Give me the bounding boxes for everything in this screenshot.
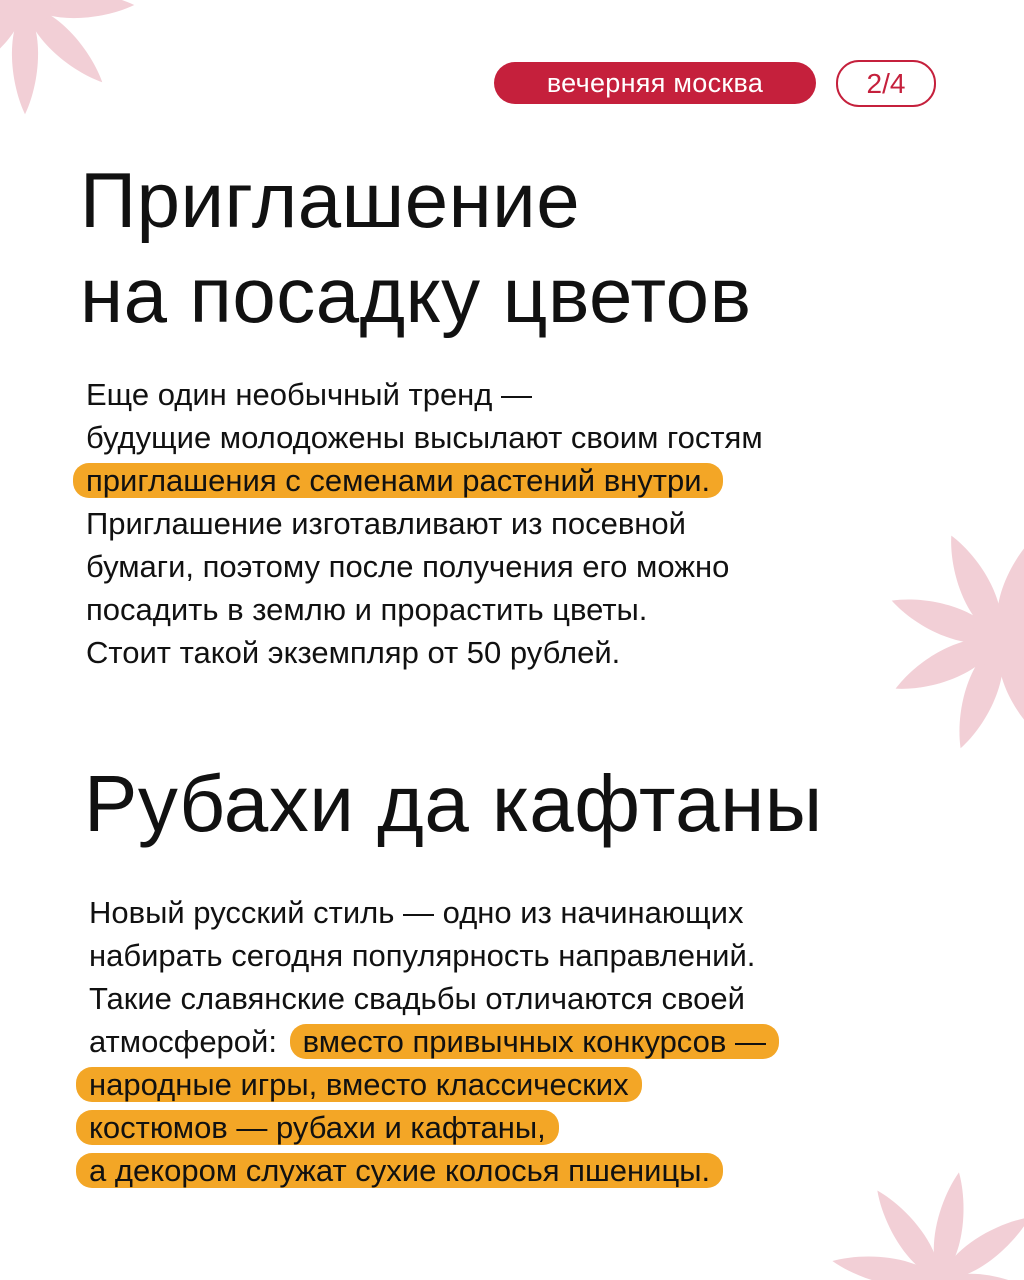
highlight-mark: а декором служат сухие колосья пшеницы. xyxy=(76,1153,723,1188)
highlight-mark: народные игры, вместо классических xyxy=(76,1067,642,1102)
body-line-highlighted xyxy=(89,1149,779,1192)
body-line: Еще один необычный тренд — xyxy=(86,377,533,412)
highlight-mark: вместо привычных конкурсов — xyxy=(290,1024,779,1059)
page-counter: 2/4 xyxy=(836,60,936,107)
title-line: Приглашение xyxy=(80,156,581,244)
body-line-highlighted xyxy=(89,1106,779,1149)
section-title-invitation xyxy=(80,153,752,343)
body-line-mixed xyxy=(89,1020,779,1063)
pink-flower-icon xyxy=(880,520,1024,760)
body-line-highlighted xyxy=(89,1063,779,1106)
body-line: посадить в землю и прорастить цветы. xyxy=(86,592,648,627)
body-line: набирать сегодня популярность направлений. xyxy=(89,938,756,973)
highlight-mark: приглашения с семенами растений внутри. xyxy=(73,463,723,498)
body-line: Стоит такой экземпляр от 50 рублей. xyxy=(86,635,621,670)
section-title-shirts-caftans: Рубахи да кафтаны xyxy=(84,759,823,848)
title-line: на посадку цветов xyxy=(80,251,752,339)
body-line-highlighted xyxy=(86,459,763,502)
brand-badge: вечерняя москва xyxy=(494,62,816,104)
body-line: Новый русский стиль — одно из начинающих xyxy=(89,895,744,930)
body-line: Приглашение изготавливают из посевной xyxy=(86,506,686,541)
pink-flower-icon xyxy=(825,1165,1024,1280)
body-text: атмосферой: xyxy=(89,1024,277,1059)
section-body-invitation xyxy=(86,373,763,674)
highlight-mark: костюмов — рубахи и кафтаны, xyxy=(76,1110,559,1145)
body-line: Такие славянские свадьбы отличаются своей xyxy=(89,981,745,1016)
body-line: бумаги, поэтому после получения его можно xyxy=(86,549,730,584)
section-body-shirts-caftans xyxy=(89,891,779,1192)
pink-flower-icon xyxy=(0,0,140,120)
body-line: будущие молодожены высылают своим гостям xyxy=(86,420,763,455)
